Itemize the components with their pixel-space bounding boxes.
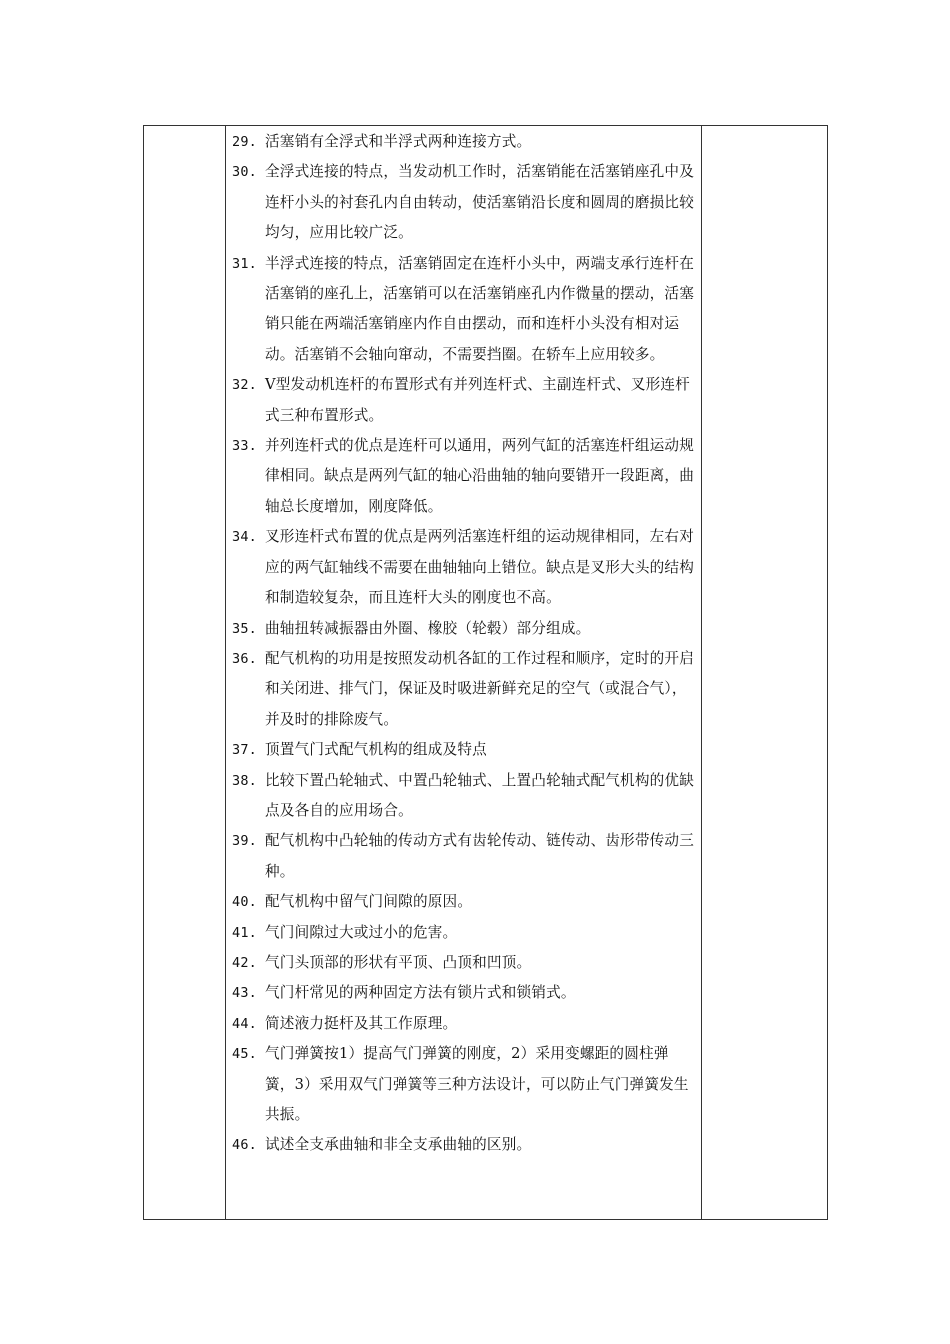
item-number: 38. [232, 772, 257, 789]
item-text: 活塞销有全浮式和半浮式两种连接方式。 [265, 133, 532, 150]
item-text: 叉形连杆式布置的优点是两列活塞连杆组的运动规律相同，左右对应的两气缸轴线不需要在曲轴轴向上错位。缺点是叉形大头的结构和制造较复杂，而且连杆大头的刚度也不高。 [265, 528, 695, 607]
item-number: 31. [232, 255, 257, 272]
item-number: 39. [232, 833, 257, 850]
list-item [232, 1009, 698, 1039]
list-item [232, 978, 698, 1008]
item-number: 46. [232, 1137, 257, 1154]
item-text: 气门间隙过大或过小的危害。 [265, 923, 458, 941]
list-item [232, 826, 698, 887]
item-number: 35. [232, 620, 257, 637]
item-number: 42. [232, 954, 257, 971]
item-text: 试述全支承曲轴和非全支承曲轴的区别。 [265, 1136, 532, 1154]
item-number: 32. [232, 377, 257, 394]
list-item [232, 370, 698, 431]
list-item [232, 157, 698, 248]
list-item [232, 644, 698, 735]
list-item [232, 614, 698, 644]
item-number: 34. [232, 529, 257, 546]
item-number: 30. [232, 164, 257, 181]
item-number: 43. [232, 985, 257, 1002]
document-table [143, 125, 828, 1220]
list-item [232, 522, 698, 613]
item-number: 40. [232, 894, 257, 911]
item-text: 曲轴扭转减振器由外圈、橡胶（轮毂）部分组成。 [265, 619, 591, 637]
content-column [232, 127, 698, 1161]
item-text: 并列连杆式的优点是连杆可以通用，两列气缸的活塞连杆组运动规律相同。缺点是两列气缸的轴心沿曲轴的轴向要错开一段距离，曲轴总长度增加，刚度降低。 [265, 437, 695, 515]
item-text: 配气机构中留气门间隙的原因。 [265, 893, 473, 911]
item-text: 气门杆常见的两种固定方法有锁片式和锁销式。 [265, 984, 576, 1002]
list-item [232, 948, 698, 978]
list-item [232, 735, 698, 765]
list-item [232, 1130, 698, 1160]
list-item [232, 249, 698, 371]
item-number: 29. [232, 134, 257, 150]
item-text: 简述液力挺杆及其工作原理。 [265, 1014, 458, 1032]
item-number: 37. [232, 742, 257, 759]
column-divider-right [701, 126, 702, 1219]
item-number: 41. [232, 924, 257, 941]
item-number: 45. [232, 1046, 257, 1063]
list-item [232, 1039, 698, 1130]
item-text: V型发动机连杆的布置形式有并列连杆式、主副连杆式、叉形连杆式三种布置形式。 [265, 376, 690, 424]
item-number: 33. [232, 438, 257, 455]
list-item [232, 918, 698, 948]
list-item [232, 887, 698, 917]
item-text: 比较下置凸轮轴式、中置凸轮轴式、上置凸轮轴式配气机构的优缺点及各自的应用场合。 [265, 771, 695, 819]
item-text: 半浮式连接的特点，活塞销固定在连杆小头中，两端支承行连杆在活塞销的座孔上，活塞销可以在活塞销座孔内作微量的摆动，活塞销只能在两端活塞销座内作自由摆动，而和连杆小头没有相对运动。活塞销不会轴向窜动，不需要挡圈。在轿车上应用较多。 [265, 254, 695, 363]
item-text: 配气机构中凸轮轴的传动方式有齿轮传动、链传动、齿形带传动三种。 [265, 832, 695, 880]
item-text: 顶置气门式配气机构的组成及特点 [265, 741, 487, 759]
item-text: 气门弹簧按1）提高气门弹簧的刚度，2）采用变螺距的圆柱弹簧，3）采用双气门弹簧等三种方法设计，可以防止气门弹簧发生共振。 [265, 1045, 689, 1123]
item-text: 全浮式连接的特点，当发动机工作时，活塞销能在活塞销座孔中及连杆小头的衬套孔内自由转动，使活塞销沿长度和圆周的磨损比较均匀，应用比较广泛。 [265, 163, 695, 242]
column-divider-left [225, 126, 226, 1219]
item-number: 44. [232, 1015, 257, 1032]
list-item [232, 431, 698, 522]
list-item [232, 766, 698, 827]
item-number: 36. [232, 650, 257, 667]
list-item [232, 127, 698, 157]
item-text: 气门头顶部的形状有平顶、凸顶和凹顶。 [265, 953, 532, 971]
item-text: 配气机构的功用是按照发动机各缸的工作过程和顺序，定时的开启和关闭进、排气门，保证及时吸进新鲜充足的空气（或混合气），并及时的排除废气。 [265, 649, 695, 728]
